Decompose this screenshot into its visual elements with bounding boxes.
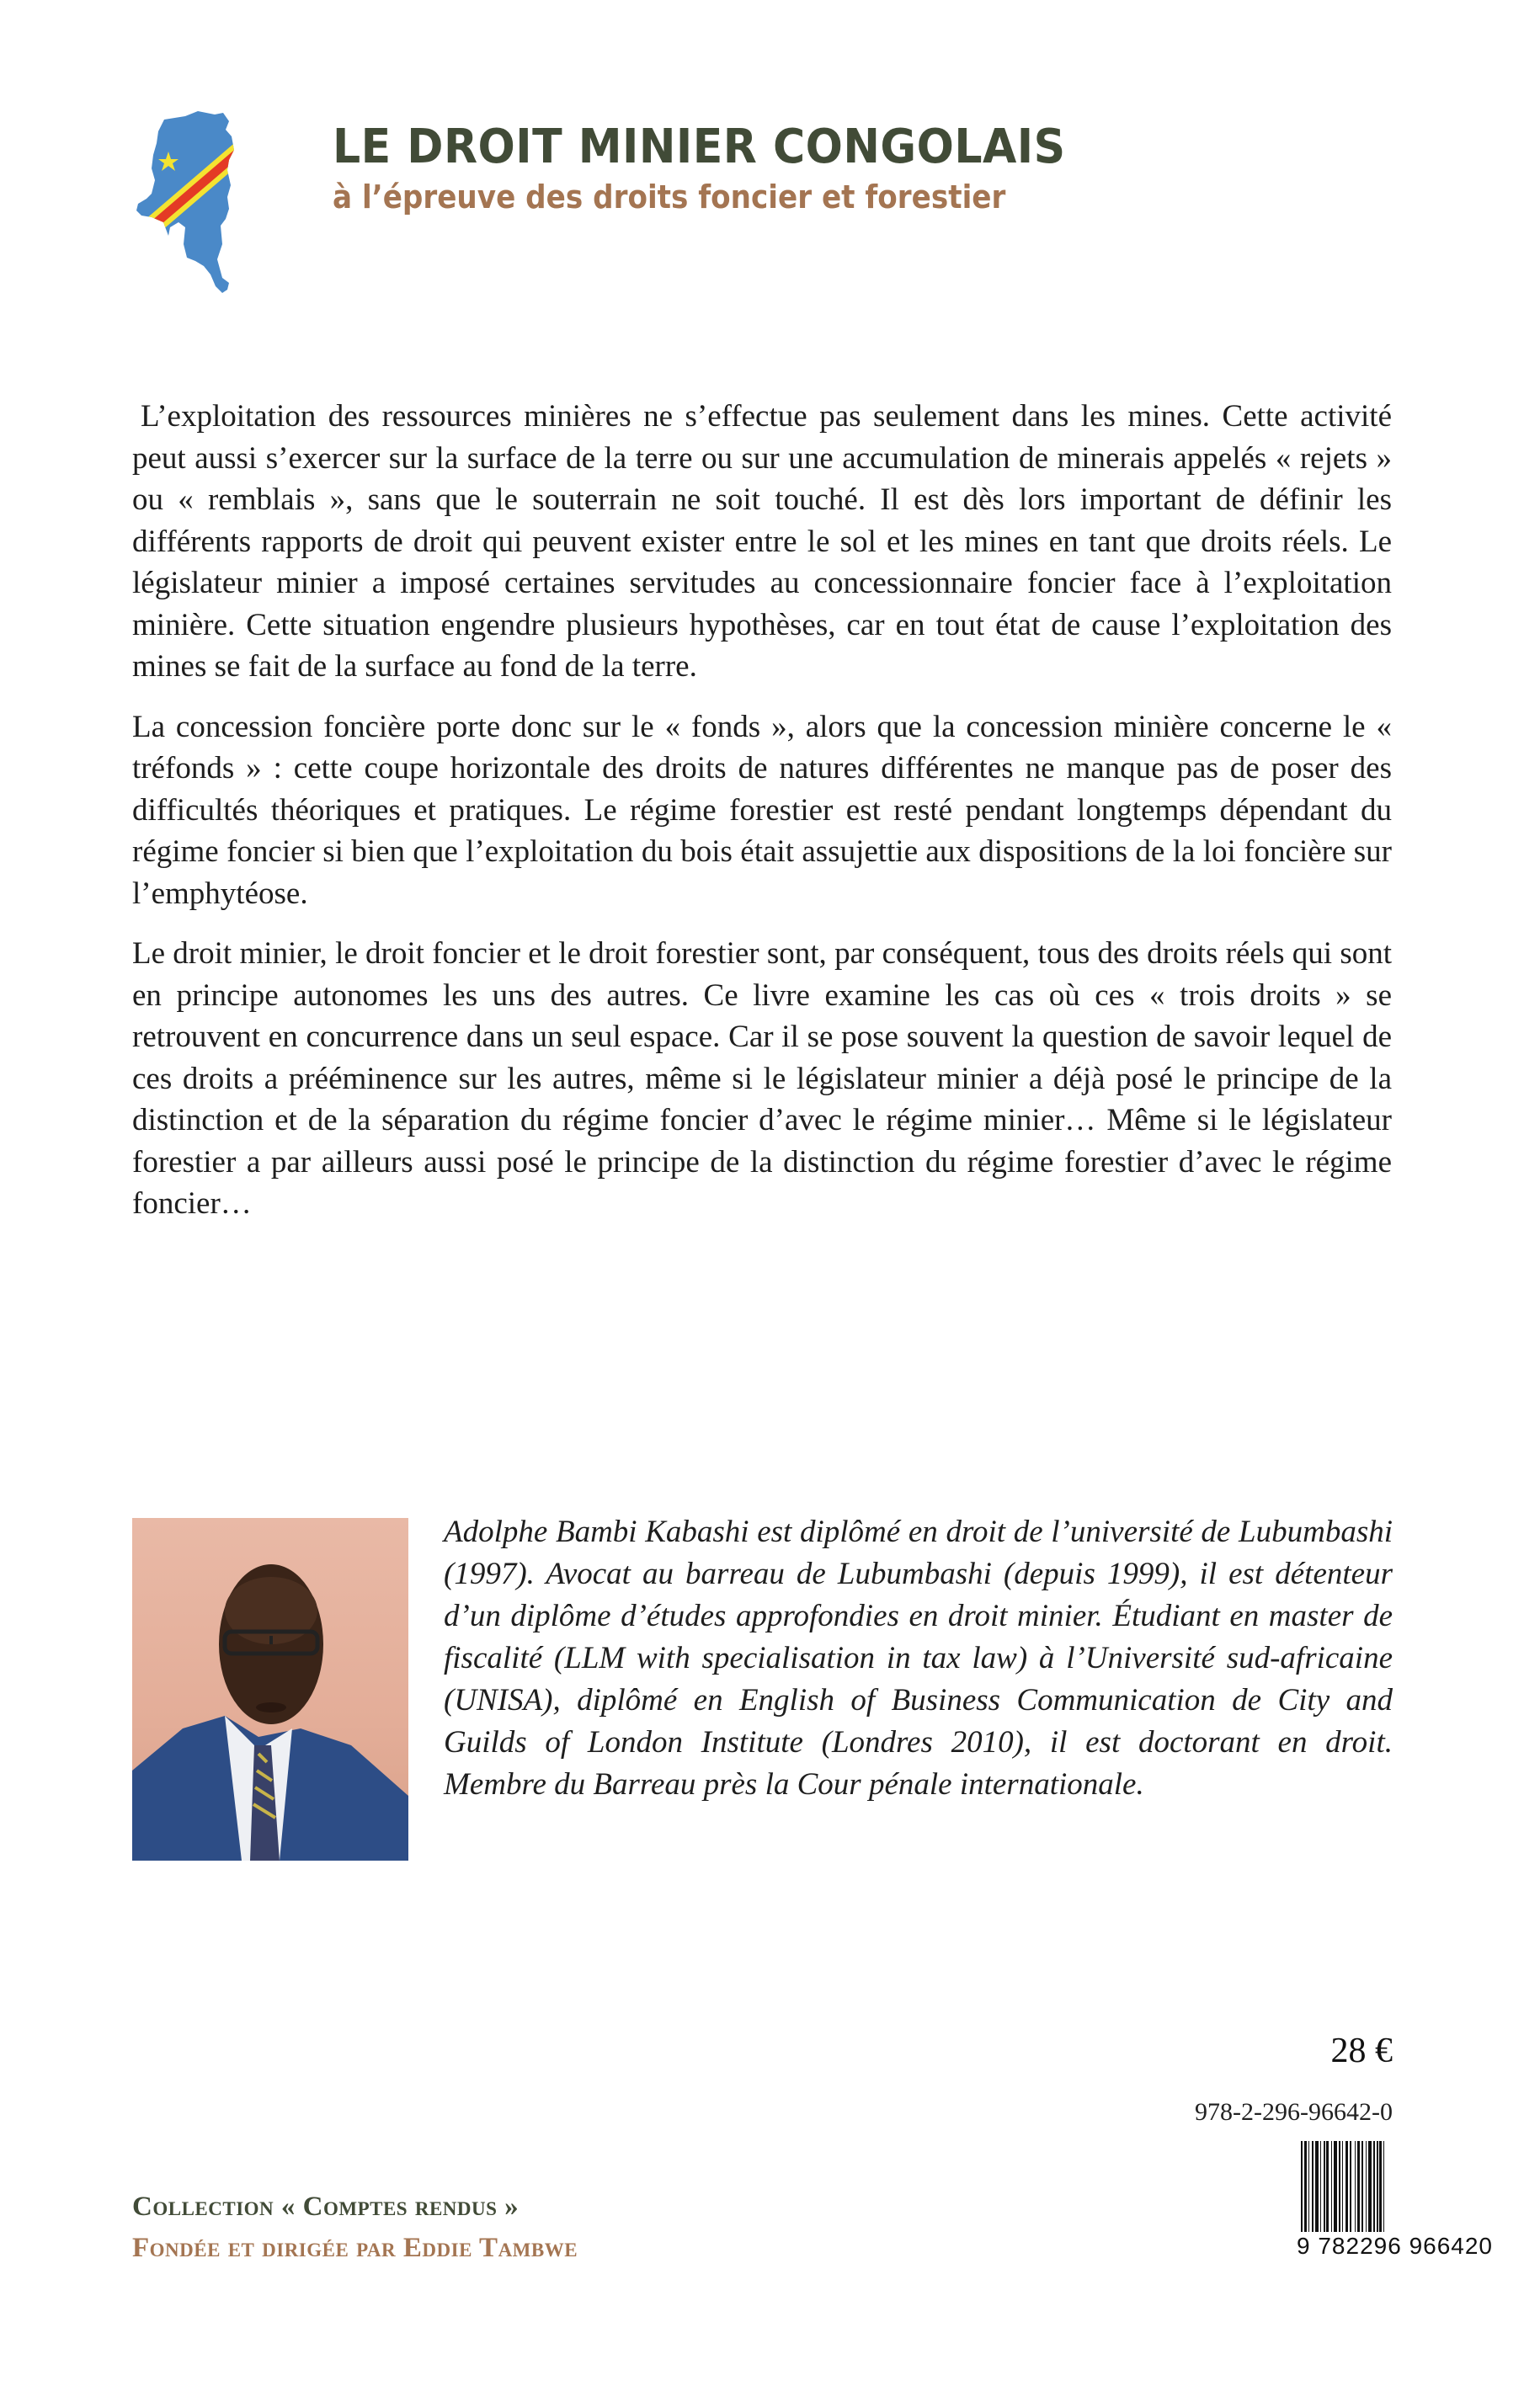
drc-flag-map-icon	[135, 109, 295, 295]
barcode-digits: 9 782296 966420	[1297, 2233, 1493, 2259]
isbn: 978-2-296-96642-0	[1195, 2098, 1393, 2126]
summary-paragraph: La concession foncière porte donc sur le « fonds », alors que la concession minière concerne le « tréfonds » : cette coupe horizontale des droits de natures différentes ne manque pas de poser des difficultés théoriques et pratiques. Le régime forestier est resté pendant longtemps dépendant du régime foncier si bien que l’exploitation du bois était assujettie aux dispositions de la loi foncière sur l’emphytéose.	[132, 709, 1392, 911]
summary-paragraph: L’exploitation des ressources minières ne s’effectue pas seulement dans les mines. Cette activité peut aussi s’exercer sur la surface de la terre ou sur une accumulation de minerais appelés « rejets » ou « remblais », sans que le souterrain ne soit touché. Il est dès lors important de définir les différents rapports de droit qui peuvent exister entre le sol et les mines en tant que droits réels. Le législateur minier a imposé certaines servitudes au concessionnaire foncier face à l’exploitation minière. Cette situation engendre plusieurs hypothèses, car en tout état de cause l’exploitation des mines se fait de la surface au fond de la terre.	[132, 399, 1392, 684]
book-title: LE DROIT MINIER CONGOLAIS	[333, 120, 1066, 174]
author-bio: Adolphe Bambi Kabashi est diplômé en droit de l’université de Lubumbashi (1997). Avocat au barreau de Lubumbashi (depuis 1999), il est détenteur d’un diplôme d’études approfondies en droit minier. Étudiant en master de fiscalité (LLM with specialisation in tax law) à l’Université sud-africaine (UNISA), diplômé en English of Business Communication de City and Guilds of London Institute (Londres 2010), il est doctorant en droit. Membre du Barreau près la Cour pénale internationale.	[444, 1515, 1393, 1802]
book-summary	[132, 396, 1392, 1244]
price: 28 €	[1330, 2032, 1393, 2070]
summary-paragraph: Le droit minier, le droit foncier et le droit forestier sont, par conséquent, tous des droits réels qui sont en principe autonomes les uns des autres. Ce livre examine les cas où ces « trois droits » se retrouvent en concurrence dans un seul espace. Car il se pose souvent la question de savoir lequel de ces droits a prééminence sur les autres, même si le législateur minier a déjà posé le principe de la distinction et de la séparation du régime foncier d’avec le régime minier… Même si le législateur forestier a par ailleurs aussi posé le principe de la distinction du régime forestier d’avec le régime foncier…	[132, 936, 1392, 1221]
book-subtitle: à l’épreuve des droits foncier et forestier	[333, 178, 1006, 216]
barcode	[1301, 2141, 1393, 2232]
collection-name: Collection « Comptes rendus »	[132, 2192, 520, 2222]
author-photo	[132, 1518, 408, 1861]
collection-founder: Fondée et dirigée par Eddie Tambwe	[132, 2233, 578, 2263]
